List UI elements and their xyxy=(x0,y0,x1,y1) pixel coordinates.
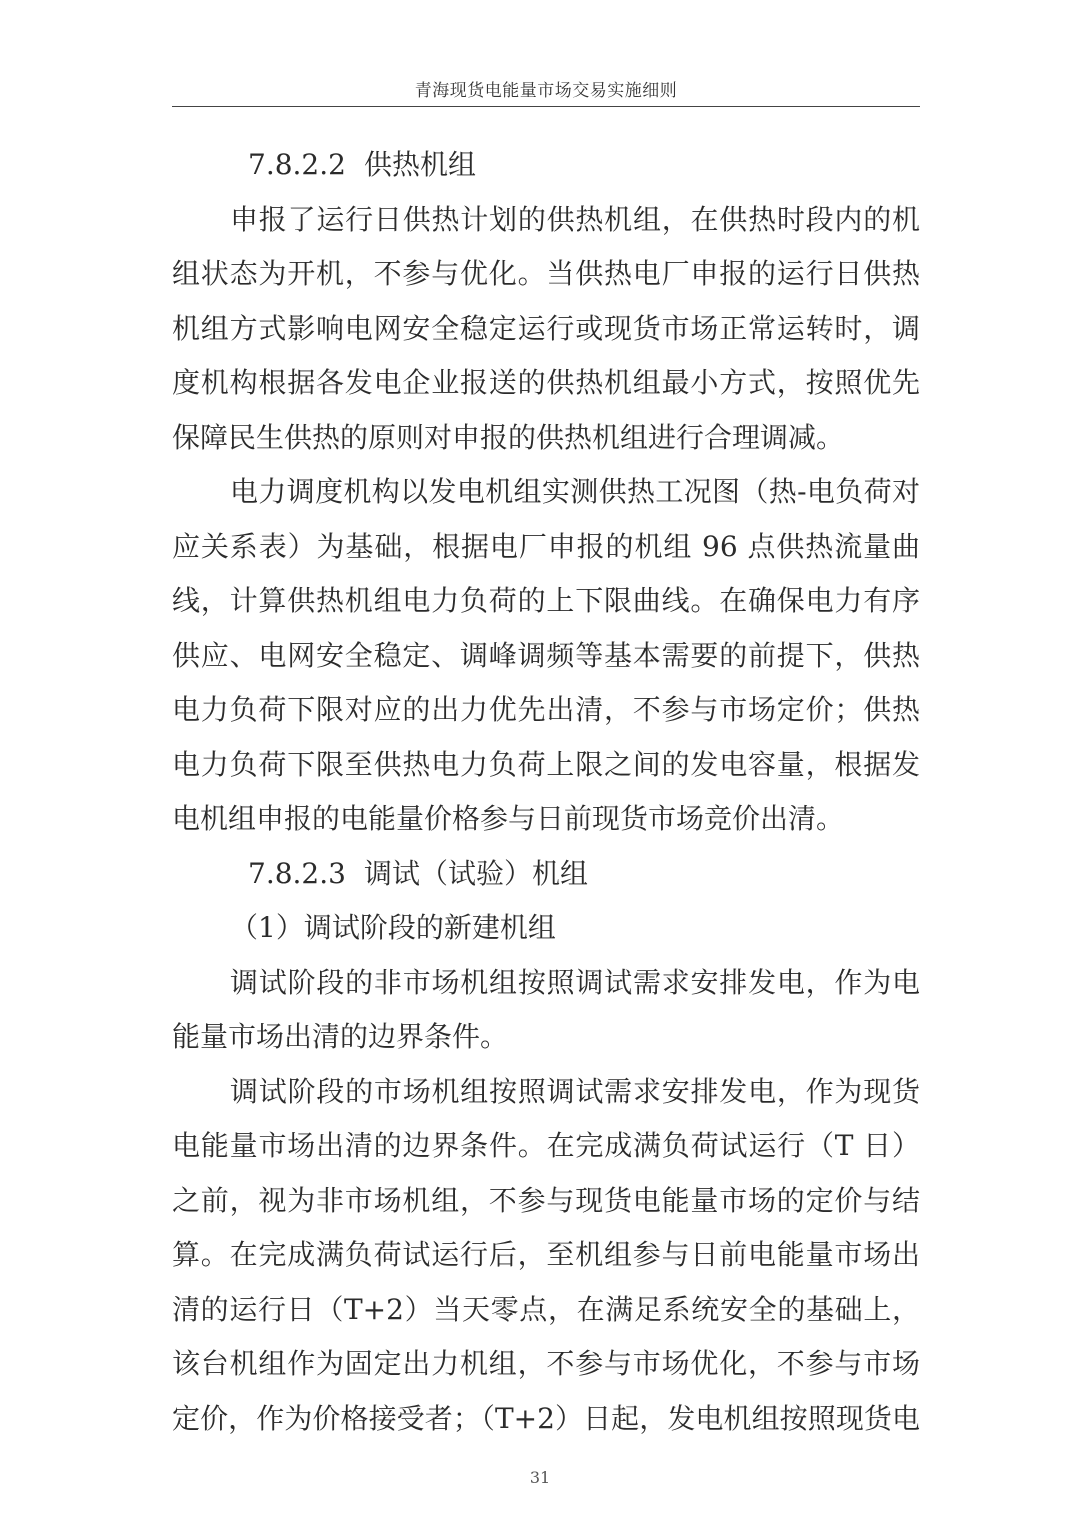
paragraph-line: 清的运行日（T+2）当天零点，在满足系统安全的基础上， xyxy=(172,1292,920,1326)
paragraph-line: 保障民生供热的原则对申报的供热机组进行合理调减。 xyxy=(172,420,845,454)
header-rule xyxy=(172,106,920,107)
paragraph-line: 定价，作为价格接受者；（T+2）日起，发电机组按照现货电 xyxy=(172,1401,920,1435)
section-number: 7.8.2.2 xyxy=(248,148,346,181)
paragraph-line: 应关系表）为基础，根据电厂申报的机组 96 点供热流量曲 xyxy=(172,529,920,563)
paragraph-line: 算。在完成满负荷试运行后，至机组参与日前电能量市场出 xyxy=(172,1238,920,1271)
paragraph-line: 供应、电网安全稳定、调峰调频等基本需要的前提下，供热 xyxy=(172,638,920,672)
paragraph-line: 调试阶段的非市场机组按照调试需求安排发电，作为电 xyxy=(230,965,920,999)
paragraph-line: 电能量市场出清的边界条件。在完成满负荷试运行（T 日） xyxy=(172,1129,920,1162)
paragraph-line: 之前，视为非市场机组，不参与现货电能量市场的定价与结 xyxy=(172,1183,920,1217)
page-number: 31 xyxy=(529,1468,551,1487)
running-header: 青海现货电能量市场交易实施细则 xyxy=(414,81,678,101)
paragraph-line: 度机构根据各发电企业报送的供热机组最小方式，按照优先 xyxy=(172,366,920,399)
section-title: 调试（试验）机组 xyxy=(364,856,589,890)
paragraph-line: 组状态为开机，不参与优化。当供热电厂申报的运行日供热 xyxy=(172,257,920,290)
document-body xyxy=(172,138,920,1446)
paragraph-line: 电力调度机构以发电机组实测供热工况图（热-电负荷对 xyxy=(230,475,920,508)
section-heading-7823 xyxy=(172,847,920,902)
paragraph-line: 该台机组作为固定出力机组，不参与市场优化，不参与市场 xyxy=(172,1347,920,1380)
section-heading-7822 xyxy=(172,138,920,193)
paragraph-line: 电力负荷下限对应的出力优先出清，不参与市场定价；供热 xyxy=(172,693,920,726)
section-number: 7.8.2.3 xyxy=(248,856,346,890)
paragraph-line: 电机组申报的电能量价格参与日前现货市场竞价出清。 xyxy=(172,802,845,835)
paragraph-line: 机组方式影响电网安全稳定运行或现货市场正常运转时，调 xyxy=(172,311,920,345)
paragraph-line: 线，计算供热机组电力负荷的上下限曲线。在确保电力有序 xyxy=(172,584,920,617)
paragraph-line: 能量市场出清的边界条件。 xyxy=(172,1020,509,1053)
paragraph-line: 申报了运行日供热计划的供热机组，在供热时段内的机 xyxy=(230,202,920,236)
paragraph-line: 电力负荷下限至供热电力负荷上限之间的发电容量，根据发 xyxy=(172,747,920,781)
paragraph-line: 调试阶段的市场机组按照调试需求安排发电，作为现货 xyxy=(230,1074,920,1108)
section-title: 供热机组 xyxy=(364,148,477,181)
subsection-heading: （1）调试阶段的新建机组 xyxy=(230,911,556,944)
